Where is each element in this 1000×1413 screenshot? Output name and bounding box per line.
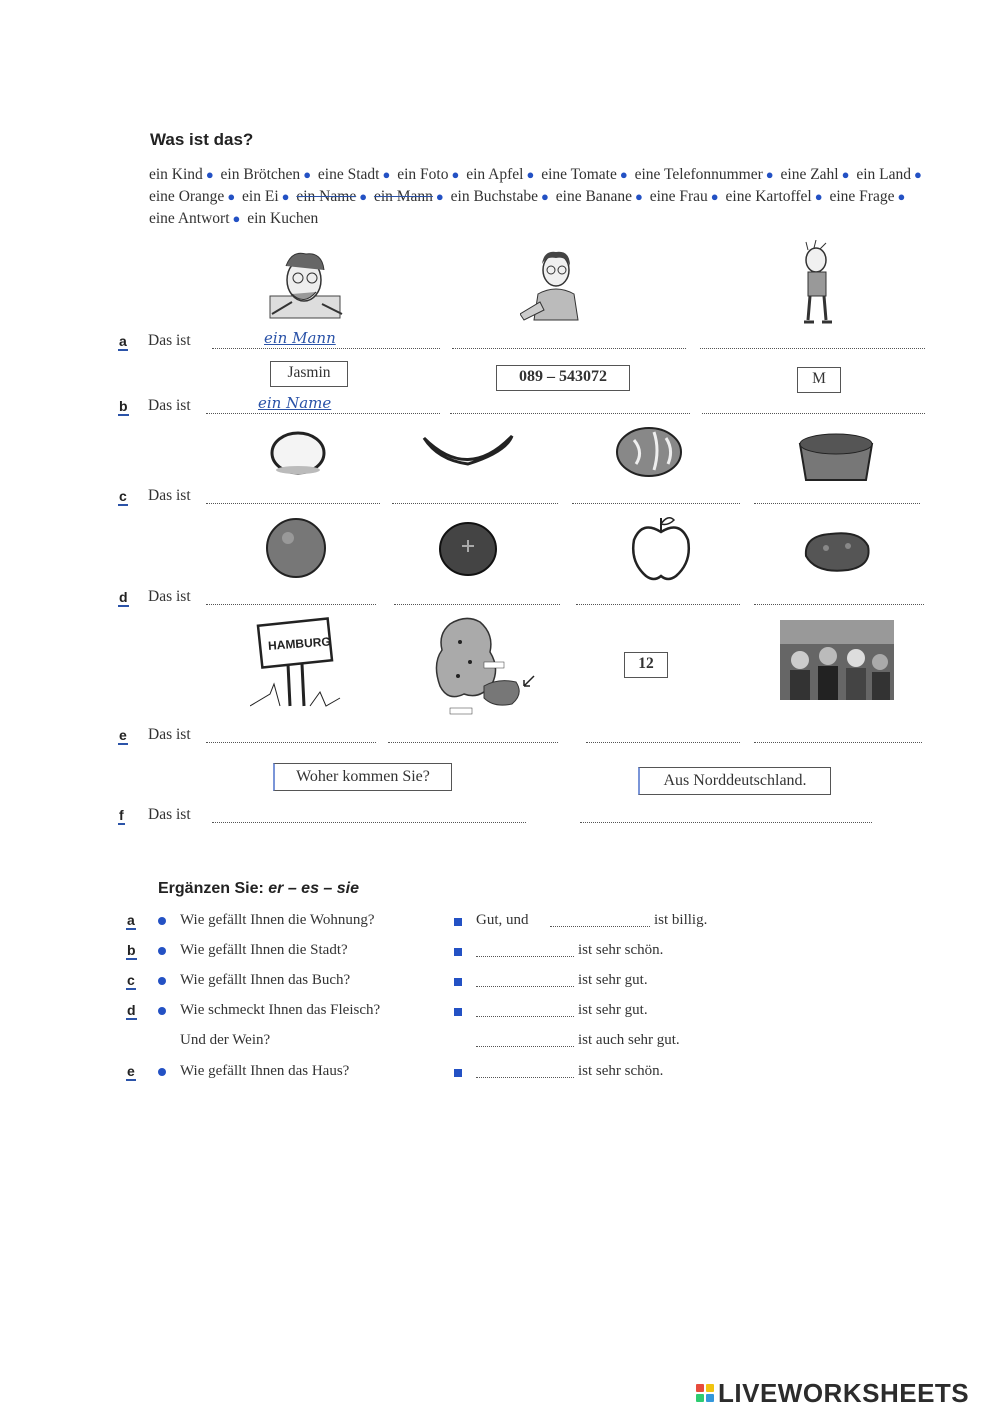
exercise2-question: Wie gefällt Ihnen das Buch? [180,972,351,988]
bullet-icon: ● [541,189,549,204]
word-bank-item: eine Antwort [149,210,230,227]
answer-blank-a-2[interactable] [452,348,686,349]
section2-title-prefix: Ergänzen Sie: [158,880,269,897]
row-letter-d: d [119,589,128,605]
exercise2-letter-d: d [127,1002,136,1018]
name-card: Jasmin [270,361,348,387]
answer-blank-d-3[interactable] [576,604,740,605]
exercise2-answer-suffix: ist sehr schön. [578,942,664,958]
word-bank-item: eine Tomate [541,166,617,183]
tomato-illustration [438,520,498,576]
bullet-icon: ● [526,167,535,182]
row-letter-b: b [119,398,128,414]
word-bank-item: ein Foto [397,166,449,183]
word-bank-item: ein Brötchen [220,166,301,183]
orange-illustration [264,516,328,580]
logo-text: LIVEWORKSHEETS [718,1377,970,1408]
answer-bubble: Aus Norddeutschland. [638,767,831,795]
bullet-icon: ● [710,189,719,204]
bullet-icon: ● [205,167,214,182]
apple-illustration [628,512,694,582]
exercise2-blank-b[interactable] [476,956,574,957]
word-bank-item: eine Kartoffel [725,188,812,205]
word-bank-item: ein Kuchen [247,210,319,227]
answer-blank-f-1[interactable] [212,822,526,823]
answer-blank-e-3[interactable] [586,742,740,743]
exercise2-question: Wie gefällt Ihnen die Wohnung? [180,912,375,928]
child-illustration [796,240,840,330]
exercise2-answer-suffix: ist sehr gut. [578,972,648,988]
bullet-icon: ● [435,189,444,204]
exercise2-question: Wie gefällt Ihnen die Stadt? [180,942,348,958]
exercise2-question: Wie schmeckt Ihnen das Fleisch? [180,1002,381,1018]
word-bank-item: eine Zahl [780,166,839,183]
exercise2-blank-c[interactable] [476,986,574,987]
row-label: Das ist [148,332,191,349]
answer-blank-a-1[interactable] [212,348,440,349]
word-bank-item: ein Land [856,166,912,183]
word-bank-item: ein Apfel [466,166,524,183]
bullet-icon: ● [451,167,460,182]
answer-blank-d-1[interactable] [206,604,376,605]
section1-title: Was ist das? [150,130,254,149]
word-bank-item: ein Name [296,188,357,205]
logo-square [706,1394,714,1402]
answer-blank-a-3[interactable] [700,348,925,349]
potato-illustration [800,526,872,576]
word-bank-item: eine Frau [649,188,708,205]
row-letter-c: c [119,488,127,504]
answer-blank-c-4[interactable] [754,503,920,504]
answer-blank-c-1[interactable] [206,503,380,504]
exercise2-answer-suffix: ist auch sehr gut. [578,1032,680,1048]
bullet-icon: ● [841,167,850,182]
question-bullet-icon [158,1007,166,1015]
exercise2-blank-a[interactable] [550,926,650,927]
exercise2-blank-d2[interactable] [476,1046,574,1047]
exercise2-question: Wie gefällt Ihnen das Haus? [180,1063,350,1079]
word-bank-item: eine Stadt [317,166,380,183]
bullet-icon: ● [281,189,290,204]
section2-title [158,880,359,898]
exercise2-letter-e: e [127,1063,135,1079]
photo-illustration [780,620,894,700]
bullet-icon: ● [619,167,628,182]
answer-blank-f-2[interactable] [580,822,872,823]
word-bank-item: ein Buchstabe [450,188,539,205]
bullet-icon: ● [814,189,823,204]
exercise2-answer-prefix: Gut, und [476,912,529,928]
answer-blank-e-1[interactable] [206,742,376,743]
city-sign-text: HAMBURG [267,634,332,653]
bullet-icon: ● [382,167,391,182]
answer-bullet-icon [454,918,462,926]
word-bank-item: ein Kind [149,166,203,183]
exercise2-blank-d[interactable] [476,1016,574,1017]
phone-card: 089 – 543072 [496,365,630,391]
row-label: Das ist [148,487,191,504]
bullet-icon: ● [227,189,236,204]
banana-illustration [420,430,516,474]
row-label: Das ist [148,397,191,414]
bullet-icon: ● [232,211,241,226]
answer-bullet-icon [454,978,462,986]
word-bank [149,164,939,230]
question-bullet-icon [158,1068,166,1076]
question-bullet-icon [158,917,166,925]
word-bank-item: ein Mann [373,188,433,205]
word-bank-item: ein Ei [242,188,279,205]
row-letter-f: f [119,807,124,823]
word-bank-item: eine Frage [829,188,895,205]
answer-blank-b-1[interactable] [206,413,440,414]
row-letter-a: a [119,333,127,349]
question-bubble: Woher kommen Sie? [273,763,452,791]
answer-bullet-icon [454,1069,462,1077]
bread-roll-illustration [614,424,684,480]
question-bullet-icon [158,947,166,955]
exercise2-letter-b: b [127,942,136,958]
woman-illustration [520,244,592,322]
city-sign-illustration [250,614,350,710]
section2-title-words: er – es – sie [268,880,359,897]
bullet-icon: ● [359,189,368,204]
exercise2-letter-c: c [127,972,135,988]
logo-square [696,1394,704,1402]
answer-blank-e-4[interactable] [754,742,922,743]
answer-bullet-icon [454,1008,462,1016]
row-letter-e: e [119,727,127,743]
man-illustration [262,248,348,320]
row-label: Das ist [148,588,191,605]
filled-answer-b[interactable]: ein Name [258,394,332,412]
answer-blank-c-3[interactable] [572,503,740,504]
bullet-icon: ● [914,167,922,182]
exercise2-answer-suffix: ist sehr schön. [578,1063,664,1079]
bullet-icon: ● [634,189,643,204]
word-bank-item: eine Banane [555,188,632,205]
word-bank-item: eine Telefonnummer [634,166,763,183]
bullet-icon: ● [303,167,312,182]
exercise2-letter-a: a [127,912,135,928]
answer-blank-c-2[interactable] [392,503,558,504]
row-label: Das ist [148,726,191,743]
exercise2-question: Und der Wein? [180,1032,271,1048]
word-bank-item: eine Orange [149,188,225,205]
answer-blank-d-2[interactable] [394,604,560,605]
row-label: Das ist [148,806,191,823]
map-germany-illustration [430,612,540,718]
egg-illustration [268,428,328,478]
cake-illustration [796,430,876,484]
exercise2-answer-suffix: ist billig. [654,912,708,928]
number-card: 12 [624,652,668,678]
logo-icon [696,1384,714,1402]
letter-card: M [797,367,841,393]
answer-blank-d-4[interactable] [754,604,924,605]
liveworksheets-logo [696,1377,969,1409]
answer-blank-b-3[interactable] [702,413,925,414]
answer-blank-b-2[interactable] [450,413,690,414]
exercise2-blank-e[interactable] [476,1077,574,1078]
question-bullet-icon [158,977,166,985]
answer-bullet-icon [454,948,462,956]
filled-answer-a[interactable]: ein Mann [264,329,336,347]
logo-square [696,1384,704,1392]
bullet-icon: ● [897,189,906,204]
exercise2-answer-suffix: ist sehr gut. [578,1002,648,1018]
bullet-icon: ● [765,167,774,182]
logo-square [706,1384,714,1392]
answer-blank-e-2[interactable] [388,742,558,743]
